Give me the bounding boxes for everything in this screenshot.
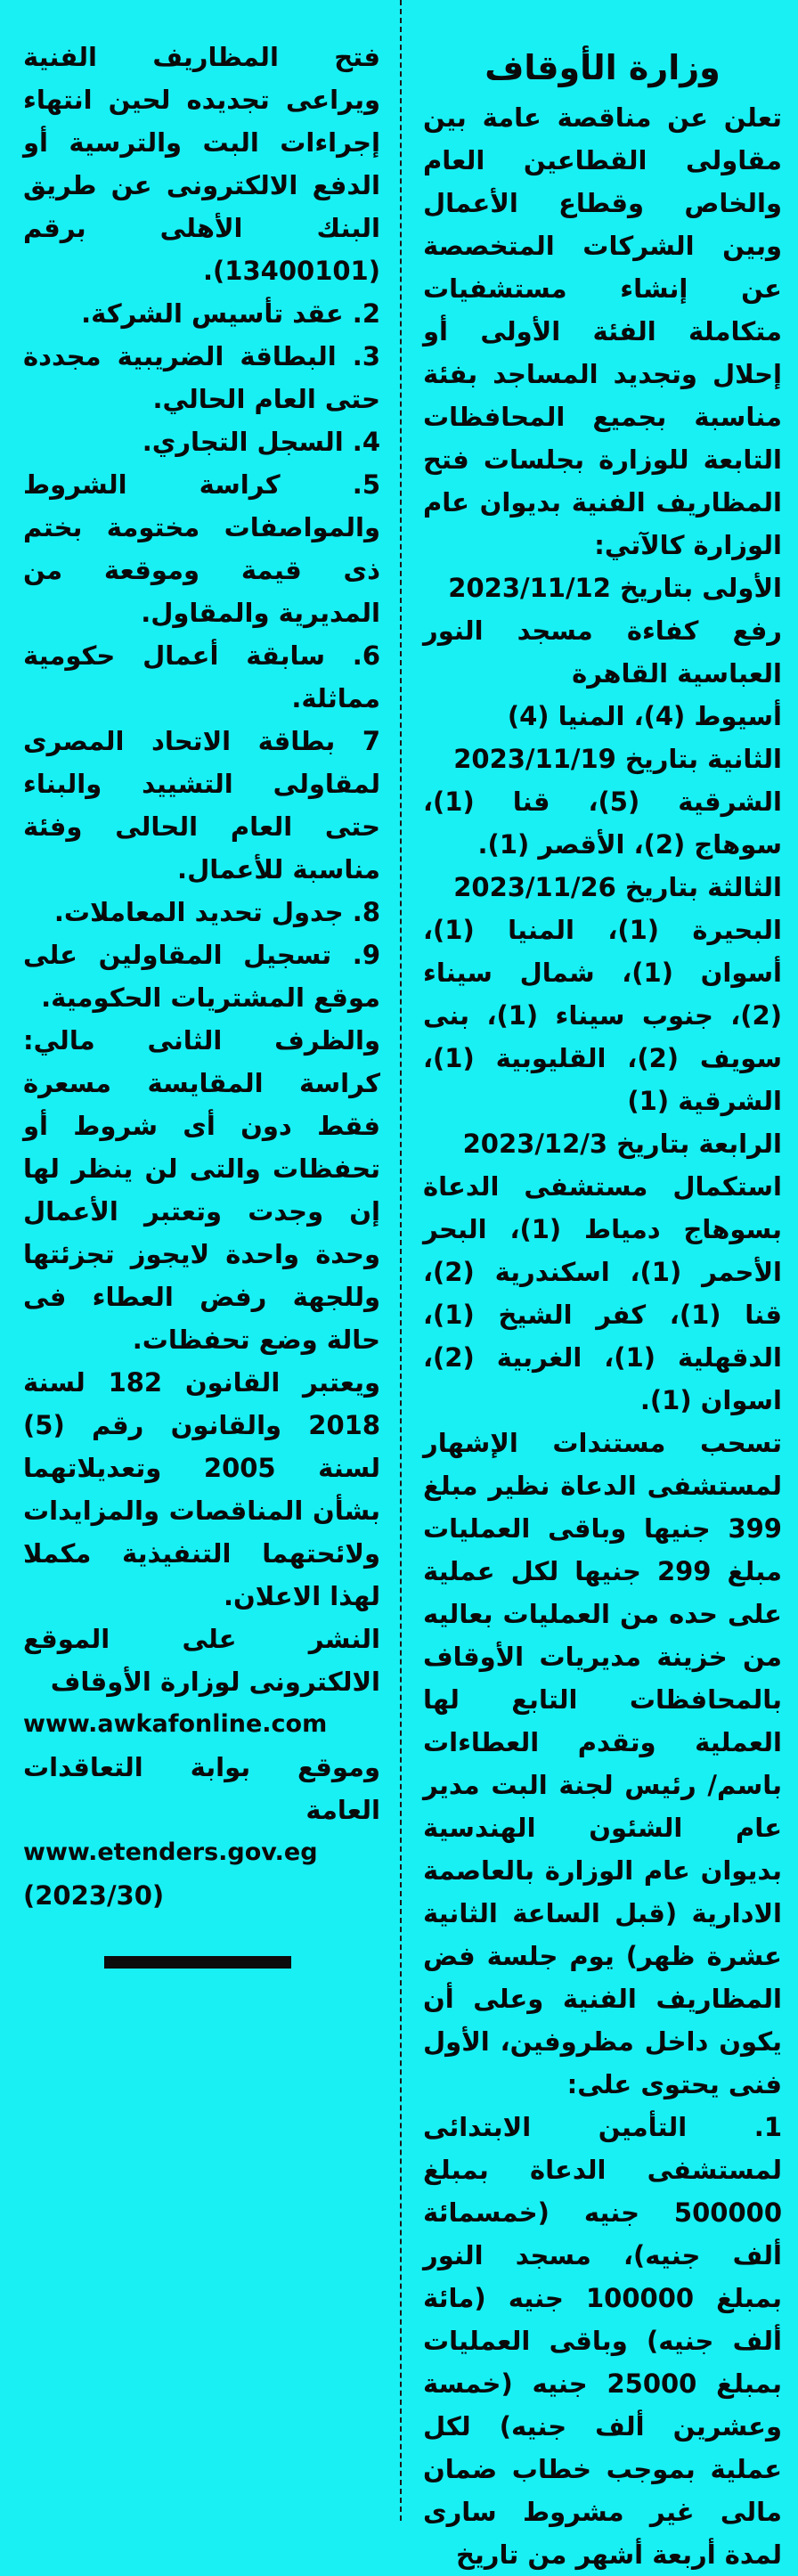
- session-1-list: أسيوط (4)، المنيا (4): [507, 701, 782, 731]
- ad-number: (2023/30): [23, 1880, 165, 1911]
- session-3-list: البحيرة (1)، المنيا (1)، أسوان (1)، شمال سيناء (2)، جنوب سيناء (1)، بنى سويف (2)، القليوبية (1)، الشرقية (1): [423, 915, 782, 1116]
- right-column: [409, 0, 798, 2576]
- documents-paragraph: تسحب مستندات الإشهار لمستشفى الدعاة نظير مبلغ 399 جنيها وباقى العمليات مبلغ 299 جنيها لكل عملية على حده من العمليات بعاليه من خزينة مديريات الأوقاف بالمحافظات التابع لها العملية وتقدم العطاءات باسم/ رئيس لجنة البت مدير عام الشئون الهندسية بديوان عام الوزارة بالعاصمة الادارية (قبل الساعة الثانية عشرة ظهر) يوم جلسة فض المظاريف الفنية وعلى أن يكون داخل مظروفين، الأول فنى يحتوى على:: [423, 1428, 782, 2099]
- awkaf-website-link[interactable]: www.awkafonline.com: [23, 1710, 328, 1738]
- requirement-9: 9. تسجيل المقاولين على موقع المشتريات الحكومية.: [23, 940, 380, 1013]
- intro-paragraph: تعلن عن مناقصة عامة بين مقاولى القطاعين العام والخاص وقطاع الأعمال وبين الشركات المتخصصة عن إنشاء مستشفيات متكاملة الفئة الأولى أو إحلال وتجديد المساجد بفئة مناسبة بجميع المحافظات التابعة للوزارة بجلسات فتح المظاريف الفنية بديوان عام الوزارة كالآتي:: [423, 102, 782, 560]
- session-2-list: الشرقية (5)، قنا (1)، سوهاج (2)، الأقصر (1).: [423, 787, 782, 860]
- requirement-8: 8. جدول تحديد المعاملات.: [53, 897, 380, 927]
- session-2-date: الثانية بتاريخ 2023/11/19: [453, 744, 782, 774]
- requirement-4: 4. السجل التجاري.: [142, 427, 380, 457]
- session-1-project: رفع كفاءة مسجد النور العباسية القاهرة: [423, 615, 782, 689]
- law-reference: ويعتبر القانون 182 لسنة 2018 والقانون رقم (5) لسنة 2005 وتعديلاتهما بشأن المناقصات والمزايدات ولائحتهما التنفيذية مكملا لهذا الاعلان.: [23, 1367, 381, 1611]
- ad-title: وزارة الأوقاف: [484, 48, 721, 87]
- left-column: [0, 0, 400, 1969]
- end-bar: [104, 1956, 291, 1969]
- requirement-2: 2. عقد تأسيس الشركة.: [81, 298, 380, 329]
- requirement-6: 6. سابقة أعمال حكومية مماثلة.: [23, 640, 380, 713]
- requirement-3: 3. البطاقة الضريبية مجددة حتى العام الحالي.: [23, 341, 380, 414]
- financial-envelope: والظرف الثانى مالي: كراسة المقايسة مسعرة فقط دون أى شروط أو تحفظات والتى لن ينظر لها إن وجدت وتعتبر الأعمال وحدة واحدة لايجوز تجزئتها وللجهة رفض العطاء فى حالة وضع تحفظات.: [23, 1025, 380, 1355]
- session-3-date: الثالثة بتاريخ 2023/11/26: [453, 872, 782, 902]
- session-1-date: الأولى بتاريخ 2023/11/12: [448, 573, 782, 603]
- session-4-date: الرابعة بتاريخ 2023/12/3: [462, 1129, 782, 1159]
- requirement-7: 7 بطاقة الاتحاد المصرى لمقاولى التشييد والبناء حتى العام الحالى وفئة مناسبة للأعمال.: [23, 726, 380, 884]
- etenders-label: وموقع بوابة التعاقدات العامة: [23, 1752, 380, 1825]
- etenders-website-link[interactable]: www.etenders.gov.eg: [23, 1838, 318, 1866]
- session-4-list: استكمال مستشفى الدعاة بسوهاج دمياط (1)، البحر الأحمر (1)، اسكندرية (2)، قنا (1)، كفر الشيخ (1)، الدقهلية (1)، الغربية (2)، اسوان (1).: [423, 1171, 782, 1415]
- requirement-1-continued: فتح المظاريف الفنية ويراعى تجديده لحين انتهاء إجراءات البت والترسية أو الدفع الالكترونى عن طريق البنك الأهلى برقم (13400101).: [23, 42, 380, 286]
- requirement-5: 5. كراسة الشروط والمواصفات مختومة بختم ذى قيمة وموقعة من المديرية والمقاول.: [23, 469, 380, 628]
- publication-note: النشر على الموقع الالكترونى لوزارة الأوقاف: [23, 1624, 380, 1697]
- column-divider: [400, 0, 402, 2521]
- requirement-1: 1. التأمين الابتدائى لمستشفى الدعاة بمبلغ 500000 جنيه (خمسمائة ألف جنيه)، مسجد النور بمبلغ 100000 جنيه (مائة ألف جنيه) وباقى العمليات بمبلغ 25000 جنيه (خمسة وعشرين ألف جنيه) لكل عملية بموجب خطاب ضمان مالى غير مشروط سارى لمدة أربعة أشهر من تاريخ: [423, 2112, 782, 2570]
